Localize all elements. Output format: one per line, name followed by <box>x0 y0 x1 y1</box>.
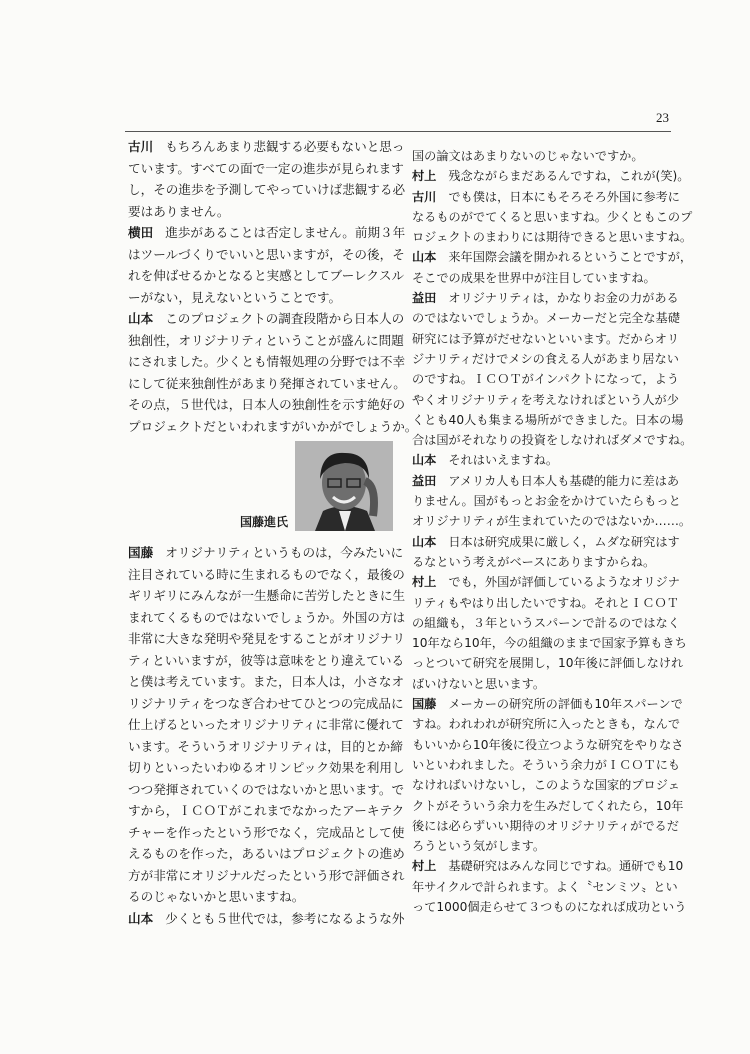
speaker-paragraph <box>412 187 693 248</box>
text-line <box>412 450 669 470</box>
line-text: このプロジェクトの調査段階から日本人の <box>165 311 405 326</box>
line-text: って1000個走らせて３つものになれば成功という <box>412 899 687 914</box>
line-text: 切りといったいわゆるオリンピック効果を利用し <box>128 760 405 775</box>
left-column <box>128 136 418 929</box>
text-line <box>412 775 680 795</box>
line-text: つつ発揮されていくのではないかと思います。で <box>128 781 405 797</box>
text-line <box>412 288 679 308</box>
line-text: 研究には予算がだせないといいます。だからオリ <box>412 331 680 346</box>
text-line <box>128 394 406 416</box>
line-text: 非常に大きな発明や発見をすることがオリジナリ <box>128 631 406 646</box>
text-line <box>412 410 684 430</box>
speaker-paragraph <box>412 856 687 917</box>
text-line <box>412 552 669 572</box>
text-line <box>412 856 684 876</box>
line-text: 来年国際会議を開かれるということですが， <box>448 250 693 265</box>
speaker-paragraph <box>412 247 693 288</box>
text-line <box>128 714 404 736</box>
speaker-paragraph <box>412 166 690 186</box>
portrait-figure <box>128 437 395 542</box>
line-text: のではないでしょうか。メーカーだと完全な基礎 <box>412 311 680 326</box>
line-text: のですね。ＩＣＯＴがインパクトになって，よう <box>412 372 680 387</box>
line-text: ーがない，見えないということです。 <box>128 289 342 305</box>
line-text: 残念ながらまだあるんですね，これが(笑)。 <box>448 169 690 184</box>
line-text: 注目されている時に生まれるものでなく，最後の <box>128 566 405 582</box>
text-line <box>412 572 680 592</box>
line-text: そこでの成果を世界中が注目していますね。 <box>412 270 656 285</box>
text-line <box>412 897 687 917</box>
header-rule <box>125 131 671 132</box>
line-text: 日本は研究成果に厳しく，ムダな研究はす <box>448 534 680 549</box>
line-text: でも僕は，日本にもそろそろ外国に参考に <box>448 189 680 204</box>
text-line <box>412 593 679 613</box>
text-line <box>412 166 690 186</box>
line-text: プロジェクトだといわれますがいかがでしょうか。 <box>128 418 418 434</box>
line-text: その点，５世代は，日本人の独創性を示す絶好の <box>128 397 406 412</box>
speaker-paragraph <box>412 450 669 470</box>
line-text: 少くとも５世代では，参考になるような外 <box>165 910 405 926</box>
line-text: すね。われわれが研究所に入ったときも，なんで <box>412 717 681 732</box>
line-text: メーカーの研究所の評価も10年スパーンで <box>448 697 683 712</box>
text-line <box>412 511 692 531</box>
speaker-name: 山本 <box>412 250 437 265</box>
text-line <box>128 564 405 586</box>
line-text: し，その進歩を予測してやっていけば悲観する必 <box>128 182 406 197</box>
line-text: もちろんあまり悲観する必要もないと思っ <box>165 139 405 154</box>
line-text: オリジナリティは，かなりお金の力がある <box>448 291 679 306</box>
text-line <box>412 430 693 450</box>
text-line <box>412 146 669 166</box>
text-line <box>412 653 684 673</box>
speaker-name: 山本 <box>128 311 154 326</box>
speaker-paragraph <box>412 288 693 450</box>
line-text: りません。国がもっとお金をかけていたらもっと <box>412 494 681 509</box>
speaker-name: 村上 <box>412 859 437 874</box>
line-text: リジナリティをつなぎ合わせてひとつの完成品に <box>128 695 404 711</box>
line-text: やくオリジナリティを考えなければという人が少 <box>412 392 679 407</box>
text-line <box>128 800 405 822</box>
text-line <box>412 532 680 552</box>
line-text: チャーを作ったという形でなく，完成品として使 <box>128 824 405 840</box>
line-text: ロジェクトのまわりには期待できると思いますね。 <box>412 230 693 245</box>
text-line <box>412 796 684 816</box>
line-text: 合は国がそれなりの投資をしなければダメですね。 <box>412 433 693 448</box>
text-line <box>128 373 406 395</box>
speaker-paragraph <box>412 146 669 166</box>
text-line <box>412 694 683 714</box>
text-line <box>128 822 405 844</box>
text-line <box>128 265 405 287</box>
line-text: はツールづくりでいいと思いますが，その後，そ <box>128 246 405 262</box>
text-line <box>128 607 406 629</box>
text-line <box>412 674 669 694</box>
speaker-name: 古川 <box>412 189 437 204</box>
text-line <box>412 714 681 734</box>
text-line <box>128 158 404 180</box>
text-line <box>412 207 693 227</box>
text-line <box>128 136 405 158</box>
line-text: 進歩があることは否定しません。前期３年 <box>165 225 406 240</box>
line-text: 後には必らずいい期待のオリジナリティがでるだ <box>412 818 679 833</box>
line-text: るのじゃないかと思いますね。 <box>128 889 305 904</box>
speaker-paragraph <box>412 471 692 532</box>
line-text: すから，ＩＣＯＴがこれまでなかったアーキテク <box>128 803 405 818</box>
line-text: ジナリティだけでメシの食える人があまり居ない <box>412 351 679 366</box>
line-text: 年サイクルで計られます。よく〝センミツ〟とい <box>412 879 678 894</box>
line-text: ろうという気がします。 <box>412 839 546 854</box>
line-text: なるものがでてくると思いますね。少くともこのプ <box>412 209 693 224</box>
text-line <box>128 736 403 758</box>
line-text: 仕上げるといったオリジナリティに非常に優れて <box>128 717 404 732</box>
speaker-paragraph <box>128 222 406 308</box>
speaker-name: 益田 <box>412 473 437 488</box>
line-text: リティもやはり出したいですね。それとＩＣＯＴ <box>412 595 679 610</box>
line-text: るなという考えがベースにありますからね。 <box>412 554 656 569</box>
text-line <box>412 390 679 410</box>
line-text: なければいけないし，このような国家的プロジェ <box>412 778 680 793</box>
right-column <box>412 146 693 917</box>
speaker-paragraph <box>128 308 418 437</box>
text-line <box>412 735 684 755</box>
line-text: 基礎研究はみんな同じですね。通研でも10 <box>448 859 684 874</box>
line-text: えるものを作った，あるいはプロジェクトの進め <box>128 846 405 861</box>
line-text: の組織も，３年というスパーンで計るのではなく <box>412 615 680 630</box>
line-text: と僕は考えています。また，日本人は，小さなオ <box>128 674 405 689</box>
text-line <box>412 816 679 836</box>
text-line <box>412 308 680 328</box>
line-text: もいいから10年後に役立つような研究をやりなさ <box>412 737 684 752</box>
line-text: います。そういうオリジナリティは，目的とか締 <box>128 738 403 754</box>
text-line <box>412 227 693 247</box>
photo-caption: 国藤進氏 <box>240 515 289 529</box>
speaker-name: 村上 <box>412 169 437 184</box>
text-line <box>128 757 405 779</box>
text-line <box>412 369 680 389</box>
line-text: っとついて研究を展開し，10年後に評価しなけれ <box>412 656 684 671</box>
text-line <box>128 650 405 672</box>
line-text: いといわれました。そういう余力がＩＣＯＴにも <box>412 757 681 772</box>
line-text: くとも40人も集まる場所ができました。日本の場 <box>412 412 684 427</box>
text-line <box>128 351 406 373</box>
text-line <box>128 671 405 693</box>
text-line <box>412 349 679 369</box>
text-line <box>128 222 406 244</box>
line-text: ばいけないと思います。 <box>412 676 546 691</box>
text-line <box>128 330 404 352</box>
line-text: オリジナリティが生まれていたのではないか……。 <box>412 514 692 529</box>
text-line <box>412 247 693 267</box>
line-text: れを伸ばせるかとなると実感としてブーレクスル <box>128 268 405 283</box>
speaker-paragraph <box>128 908 405 930</box>
speaker-paragraph <box>412 572 687 694</box>
line-text: オリジナリティというものは，今みたいに <box>165 545 404 560</box>
speaker-name: 村上 <box>412 575 437 590</box>
text-line <box>128 886 395 908</box>
text-line <box>412 633 687 653</box>
line-text: でも，外国が評価しているようなオリジナ <box>448 575 680 590</box>
line-text: 国の論文はあまりないのじゃないですか。 <box>412 149 644 163</box>
text-line <box>412 329 680 349</box>
text-line <box>412 187 680 207</box>
text-line <box>412 755 681 775</box>
text-line <box>128 585 406 607</box>
text-line <box>128 287 395 309</box>
text-line <box>128 628 406 650</box>
line-text: まれてくるものではないでしょうか。外国の方は <box>128 609 406 625</box>
speaker-paragraph <box>128 136 406 222</box>
line-text: 10年なら10年，今の組織のままで国家予算もきち <box>412 636 687 651</box>
text-line <box>128 416 418 438</box>
line-text: 要はありません。 <box>128 203 230 219</box>
line-text: ティといいますが，彼等は意味をとり違えている <box>128 652 405 668</box>
text-line <box>128 693 404 715</box>
speaker-name: 山本 <box>412 534 437 549</box>
speaker-name: 益田 <box>412 291 437 306</box>
line-text: ています。すべての面で一定の進歩が見られます <box>128 160 404 176</box>
text-line <box>412 471 680 491</box>
line-text: それはいえますね。 <box>448 453 559 468</box>
line-text: ギリギリにみんなが一生懸命に苦労したときに生 <box>128 588 406 603</box>
speaker-name: 国藤 <box>128 545 154 560</box>
speaker-name: 山本 <box>412 453 437 468</box>
speaker-name: 横田 <box>128 225 154 240</box>
line-text: にして従来独創性があまり発揮されていません。 <box>128 375 406 391</box>
line-text: にされました。少くとも情報処理の分野では不幸 <box>128 354 406 369</box>
text-line <box>128 179 406 201</box>
text-line <box>412 613 680 633</box>
text-line <box>412 877 678 897</box>
line-text: クトがそういう余力を生みだしてくれたら，10年 <box>412 798 684 813</box>
line-text: アメリカ人も日本人も基礎的能力に差はあ <box>448 473 680 488</box>
page-number: 23 <box>656 110 669 125</box>
speaker-name: 山本 <box>128 910 154 926</box>
text-line <box>128 244 405 266</box>
text-line <box>128 308 405 330</box>
text-line <box>412 268 669 288</box>
text-line <box>128 843 405 865</box>
text-line <box>128 201 395 223</box>
text-line <box>412 836 669 856</box>
speaker-name: 古川 <box>128 139 154 154</box>
speaker-paragraph <box>412 532 680 573</box>
speaker-paragraph <box>128 542 406 908</box>
speaker-name: 国藤 <box>412 697 437 712</box>
text-line <box>128 908 405 930</box>
portrait-photo <box>295 441 393 531</box>
text-line <box>128 865 405 887</box>
line-text: 方が非常にオリジナルだったという形で評価され <box>128 867 405 883</box>
text-line <box>412 491 681 511</box>
speaker-paragraph <box>412 694 684 856</box>
text-line <box>128 779 405 801</box>
text-line <box>128 542 404 564</box>
line-text: 独創性，オリジナリティということが盛んに問題 <box>128 332 404 348</box>
